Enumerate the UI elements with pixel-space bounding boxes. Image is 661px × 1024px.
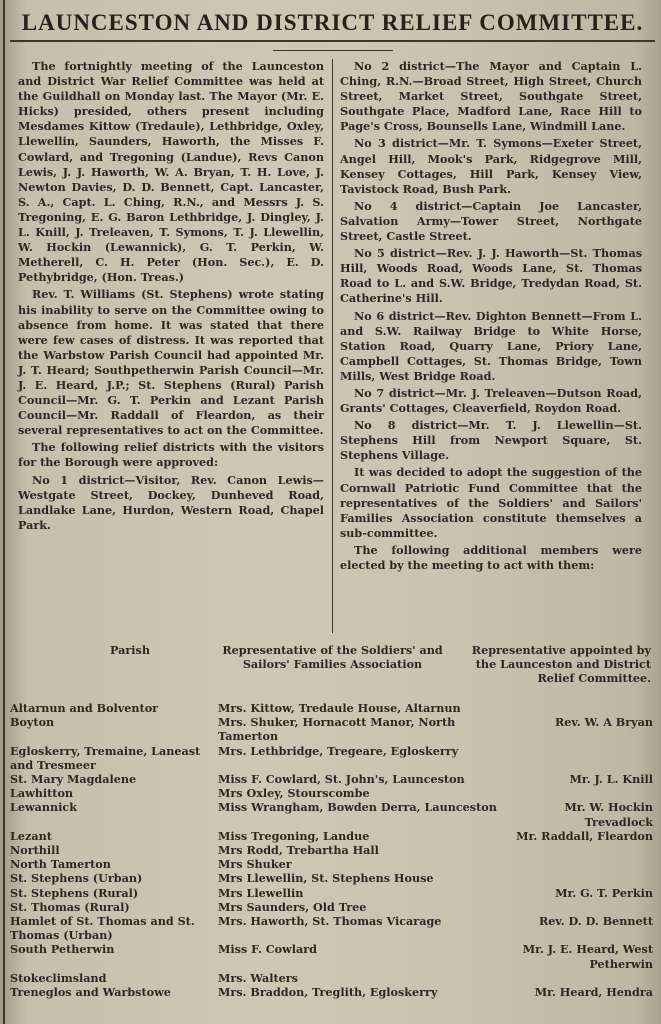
article-title: LAUNCESTON AND DISTRICT RELIEF COMMITTEE. (10, 0, 655, 42)
parish-cell: North Tamerton (10, 857, 111, 872)
paragraph: No 8 district—Mr. T. J. Llewellin—St. Stephens Hill from Newport Square, St. Stephens Village. (340, 418, 642, 463)
table-row (10, 971, 655, 985)
header-soldiers-rep: Representative of the Soldiers' and Sailors' Families Association (222, 643, 443, 671)
committee-rep-cell (515, 900, 655, 914)
soldiers-rep-cell: Mrs Saunders, Old Tree (218, 899, 367, 914)
table-row (10, 985, 655, 999)
table-row (10, 772, 655, 786)
committee-rep-cell: Mr. W. Hockin Trevadlock (564, 800, 653, 829)
paragraph: Rev. T. Williams (St. Stephens) wrote stating his inability to serve on the Committee owing to absence from home. It was stated that there were few cases of distress. It was reported that the Warbstow Parish Council had appointed Mr. J. T. Heard; Southpetherwin Parish Council—Mr. J. E. Heard, J.P.; St. Stephens (Rural) Parish Council—Mr. G. T. Perkin and Lezant Parish Council—Mr. Raddall of Fleardon, as their several representatives to act on the Committee. (18, 287, 324, 438)
article-columns (10, 59, 655, 633)
parish-cell: Lawhitton (10, 786, 74, 801)
soldiers-rep-cell: Mrs. Walters (218, 970, 298, 985)
paragraph: The following relief districts with the visitors for the Borough were approved: (18, 440, 324, 470)
soldiers-rep-cell: Mrs. Shuker, Hornacott Manor, North Tamerton (218, 715, 456, 744)
committee-rep-cell (515, 871, 655, 885)
committee-rep-cell (515, 786, 655, 800)
paragraph: No 4 district—Captain Joe Lancaster, Salvation Army—Tower Street, Northgate Street, Castle Street. (340, 198, 642, 244)
table-row (10, 886, 655, 900)
committee-rep-cell: Mr. Heard, Hendra (534, 985, 653, 1000)
table-row (10, 800, 655, 828)
committee-rep-cell: Rev. W. A Bryan (555, 715, 653, 730)
paragraph: The following additional members were elected by the meeting to act with them: (340, 542, 642, 572)
soldiers-rep-cell: Miss F. Cowlard, St. John's, Launceston (218, 772, 465, 787)
table-row (10, 715, 655, 743)
soldiers-rep-cell: Mrs Llewellin, St. Stephens House (218, 871, 434, 886)
parish-cell: Treneglos and Warbstowe (10, 985, 171, 1000)
title-rule (273, 50, 393, 51)
soldiers-rep-cell: Mrs. Braddon, Treglith, Egloskerry (218, 985, 438, 1000)
committee-rep-cell: Mr. J. E. Heard, West Petherwin (522, 942, 653, 971)
soldiers-rep-cell: Mrs. Haworth, St. Thomas Vicarage (218, 914, 442, 929)
committee-rep-cell (515, 971, 655, 985)
members-table (10, 643, 655, 999)
parish-cell: Boyton (10, 715, 55, 730)
table-row (10, 701, 655, 715)
table-row (10, 744, 655, 772)
parish-cell: St. Stephens (Urban) (10, 871, 143, 886)
table-row (10, 942, 655, 970)
members-table-body (10, 701, 655, 999)
soldiers-rep-cell: Mrs Llewellin (218, 885, 304, 900)
parish-cell: South Petherwin (10, 942, 115, 957)
soldiers-rep-cell: Mrs Shuker (218, 857, 292, 872)
soldiers-rep-cell: Mrs. Lethbridge, Tregeare, Egloskerry (218, 743, 459, 758)
table-row (10, 900, 655, 914)
table-row (10, 914, 655, 942)
soldiers-rep-cell: Mrs Rodd, Trebartha Hall (218, 843, 379, 858)
parish-cell: Altarnun and Bolventor (10, 701, 159, 715)
table-row (10, 857, 655, 871)
paragraph: No 5 district—Rev. J. J. Haworth—St. Thomas Hill, Woods Road, Woods Lane, St. Thomas Road to L. and S.W. Bridge, Tredydan Road, St. Catherine's Hill. (340, 246, 642, 306)
committee-rep-cell: Mr. G. T. Perkin (555, 885, 653, 900)
committee-rep-cell (515, 843, 655, 857)
committee-rep-cell (515, 701, 655, 715)
table-row (10, 829, 655, 843)
parish-cell: St. Thomas (Rural) (10, 899, 130, 914)
soldiers-rep-cell: Miss F. Cowlard (218, 942, 317, 957)
left-column-rule (3, 0, 5, 1024)
parish-cell: St. Mary Magdalene (10, 772, 137, 787)
header-parish: Parish (110, 643, 150, 657)
soldiers-rep-cell: Miss Wrangham, Bowden Derra, Launceston (218, 800, 497, 815)
paragraph: No 6 district—Rev. Dighton Bennett—From L. and S.W. Railway Bridge to White Horse, Station Road, Quarry Lane, Priory Lane, Campbell Cottages, St. Thomas Bridge, Town Mills, West Bridge Road. (340, 308, 642, 383)
members-table-header (10, 643, 655, 701)
committee-rep-cell (515, 744, 655, 772)
committee-rep-cell: Mr. Raddall, Fleardon (516, 828, 653, 843)
parish-cell: Lewannick (10, 800, 77, 815)
soldiers-rep-cell: Mrs. Kittow, Tredaule House, Altarnun (218, 701, 461, 715)
parish-cell: St. Stephens (Rural) (10, 885, 139, 900)
committee-rep-cell (515, 857, 655, 871)
column-separator (332, 59, 333, 633)
table-row (10, 843, 655, 857)
paragraph: No 2 district—The Mayor and Captain L. Ching, R.N.—Broad Street, High Street, Church Street, Market Street, Southgate Street, Southgate Place, Madford Lane, Race Hill to Page's Cross, Bounsells Lane, Windmill Lane. (340, 59, 642, 134)
soldiers-rep-cell: Miss Tregoning, Landue (218, 828, 370, 843)
parish-cell: Hamlet of St. Thomas and St. Thomas (Urban) (10, 914, 195, 943)
left-column (10, 59, 330, 633)
parish-cell: Lezant (10, 828, 52, 843)
paragraph: No 3 district—Mr. T. Symons—Exeter Street, Angel Hill, Mook's Park, Ridgegrove Mill, Kensey Cottages, Hill Park, Kensey View, Tavistock Road, Bush Park. (340, 136, 642, 196)
paragraph: No 7 district—Mr. J. Treleaven—Dutson Road, Grants' Cottages, Cleaverfield, Roydon Road. (340, 385, 642, 416)
paragraph: No 1 district—Visitor, Rev. Canon Lewis—Westgate Street, Dockey, Dunheved Road, Landlake Lane, Hurdon, Western Road, Chapel Park. (18, 472, 324, 532)
parish-cell: Egloskerry, Tremaine, Laneast and Tresmeer (10, 743, 201, 772)
soldiers-rep-cell: Mrs Oxley, Stourscombe (218, 786, 370, 801)
committee-rep-cell: Rev. D. D. Bennett (538, 914, 653, 929)
paragraph: The fortnightly meeting of the Launceston and District War Relief Committee was held at the Guildhall on Monday last. The Mayor (Mr. E. Hicks) presided, others present including Mesdames Kittow (Tredaule), Lethbridge, Oxley, Llewellin, Saunders, Haworth, the Misses F. Cowlard, and Tregoning (Landue), Revs Canon Lewis, J. J. Haworth, W. A. Bryan, T. H. Love, J. Newton Davies, D. D. Bennett, Capt. Lancaster, S. A., Capt. L. Ching, R.N., and Messrs J. S. Tregoning, E. G. Baron Lethbridge, J. Dingley, J. L. Knill, J. Treleaven, T. Symons, T. J. Llewellin, W. Hockin (Lewannick), G. T. Perkin, W. Metherell, C. H. Peter (Hon. Sec.), E. D. Pethybridge, (Hon. Treas.) (18, 59, 324, 285)
right-column (330, 59, 648, 633)
parish-cell: Stokeclimsland (10, 970, 107, 985)
header-committee-rep: Representative appointed by the Launceston and District Relief Committee. (471, 643, 651, 685)
table-row (10, 786, 655, 800)
table-row (10, 871, 655, 885)
parish-cell: Northill (10, 843, 60, 858)
committee-rep-cell: Mr. J. L. Knill (569, 772, 653, 787)
paragraph: It was decided to adopt the suggestion of the Cornwall Patriotic Fund Committee that the representatives of the Soldiers' and Sailors' Families Association constitute themselves a sub-committee. (340, 465, 642, 540)
